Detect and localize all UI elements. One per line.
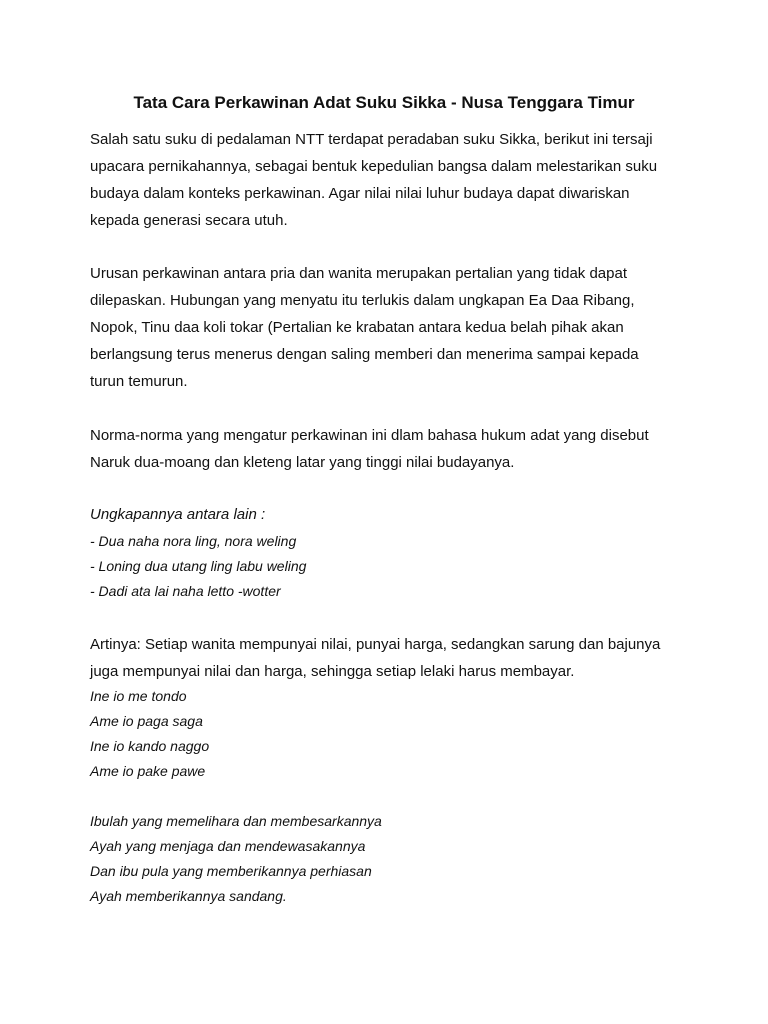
verse-line: Ine io me tondo bbox=[90, 688, 187, 704]
expressions-heading: Ungkapannya antara lain : bbox=[90, 506, 266, 523]
text-line: juga mempunyai nilai dan harga, sehingga setiap lelaki harus membayar. bbox=[90, 663, 575, 680]
text-line: Urusan perkawinan antara pria dan wanita merupakan pertalian yang tidak dapat bbox=[90, 265, 628, 282]
text-line: Nopok, Tinu daa koli tokar (Pertalian ke krabatan antara kedua belah pihak akan bbox=[90, 319, 624, 336]
verse-line: Ibulah yang memelihara dan membesarkannya bbox=[90, 813, 382, 829]
verse-line: Dan ibu pula yang memberikannya perhiasan bbox=[90, 863, 372, 879]
expression-item: - Dadi ata lai naha letto -wotter bbox=[90, 583, 281, 599]
text-line: upacara pernikahannya, sebagai bentuk kepedulian bangsa dalam melestarikan suku bbox=[90, 158, 658, 175]
text-line: dilepaskan. Hubungan yang menyatu itu terlukis dalam ungkapan Ea Daa Ribang, bbox=[90, 292, 635, 309]
paragraph-meaning bbox=[90, 631, 690, 685]
expression-item: - Loning dua utang ling labu weling bbox=[90, 558, 307, 574]
verse-line: Ame io pake pawe bbox=[90, 763, 206, 779]
expressions-list bbox=[90, 529, 690, 604]
verse-translation bbox=[90, 809, 690, 909]
text-line: Naruk dua-moang dan kleteng latar yang tinggi nilai budayanya. bbox=[90, 454, 515, 471]
verse-line: Ayah yang menjaga dan mendewasakannya bbox=[90, 838, 366, 854]
expression-item: - Dua naha nora ling, nora weling bbox=[90, 533, 297, 549]
text-line: Artinya: Setiap wanita mempunyai nilai, punyai harga, sedangkan sarung dan bajunya bbox=[90, 636, 661, 653]
document-title: Tata Cara Perkawinan Adat Suku Sikka - Nusa Tenggara Timur bbox=[133, 93, 635, 112]
verse-line: Ine io kando naggo bbox=[90, 738, 210, 754]
text-line: Norma-norma yang mengatur perkawinan ini dlam bahasa hukum adat yang disebut bbox=[90, 427, 649, 444]
verse-line: Ayah memberikannya sandang. bbox=[90, 888, 287, 904]
verse-local-language bbox=[90, 684, 690, 784]
text-line: kepada generasi secara utuh. bbox=[90, 212, 288, 229]
paragraph-intro bbox=[90, 126, 690, 234]
verse-line: Ame io paga saga bbox=[90, 713, 203, 729]
text-line: budaya dalam konteks perkawinan. Agar nilai nilai luhur budaya dapat diwariskan bbox=[90, 185, 630, 202]
text-line: berlangsung terus menerus dengan saling memberi dan menerima sampai kepada bbox=[90, 346, 639, 363]
paragraph-relations bbox=[90, 260, 690, 395]
text-line: Salah satu suku di pedalaman NTT terdapat peradaban suku Sikka, berikut ini tersaji bbox=[90, 131, 653, 148]
text-line: turun temurun. bbox=[90, 373, 188, 390]
paragraph-norms bbox=[90, 422, 690, 476]
